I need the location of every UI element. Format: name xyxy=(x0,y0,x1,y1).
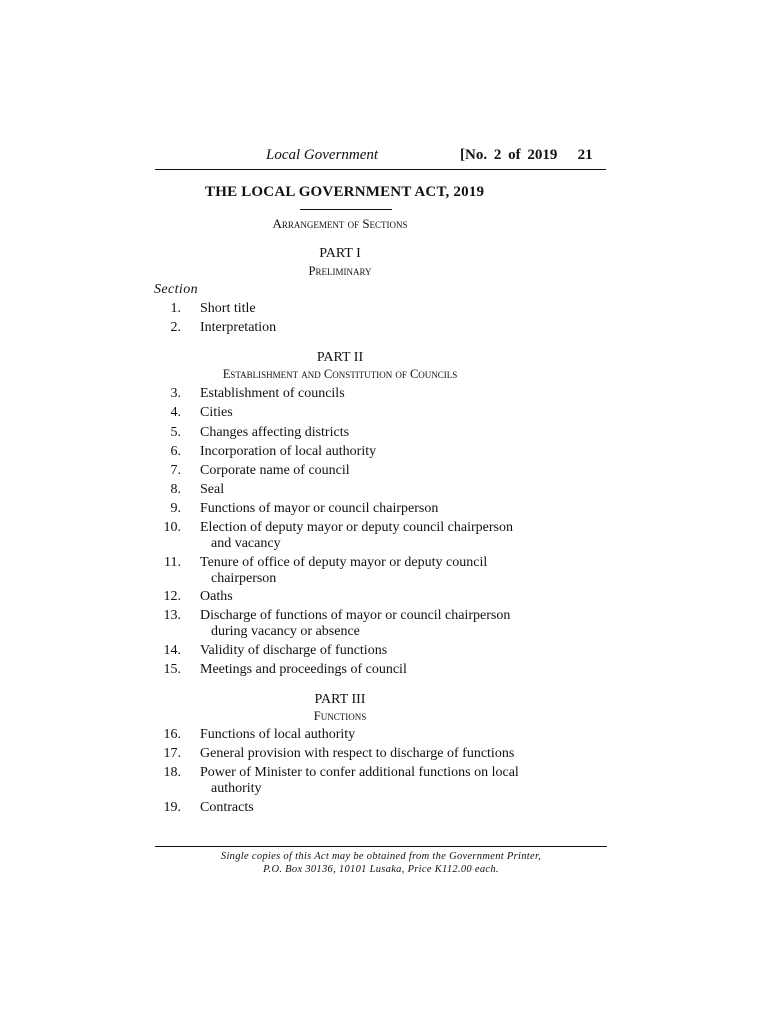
toc-item-number: 11. xyxy=(164,555,181,570)
toc-item-title: Corporate name of council xyxy=(200,463,350,478)
part-1-heading: PART I xyxy=(319,246,361,261)
toc-item-number: 7. xyxy=(170,463,181,478)
toc-item-number: 5. xyxy=(170,425,181,440)
toc-item-continuation: during vacancy or absence xyxy=(211,624,360,639)
toc-item-title: Oaths xyxy=(200,589,233,604)
running-header-act-number xyxy=(460,147,593,164)
act-number: [No. 2 of 2019 xyxy=(460,147,558,163)
footer-line-2: P.O. Box 30136, 10101 Lusaka, Price K112.00 each. xyxy=(263,864,499,875)
toc-item-title: Contracts xyxy=(200,800,254,815)
toc-item-title: Seal xyxy=(200,482,225,497)
toc-item-title: Changes affecting districts xyxy=(200,425,350,440)
toc-item-title: Short title xyxy=(200,301,256,316)
toc-item-number: 1. xyxy=(170,301,181,316)
part-3-heading: PART III xyxy=(314,692,366,707)
toc-item-number: 13. xyxy=(163,608,181,623)
title-underline xyxy=(300,209,392,210)
toc-item-number: 19. xyxy=(163,800,181,815)
toc-item-title: Functions of local authority xyxy=(200,727,356,742)
toc-item-number: 16. xyxy=(163,727,181,742)
toc-item-title: Power of Minister to confer additional functions on local xyxy=(200,765,519,780)
toc-item-number: 18. xyxy=(163,765,181,780)
part-2-subheading: Establishment and Constitution of Councils xyxy=(222,367,458,381)
toc-item-number: 6. xyxy=(170,444,181,459)
toc-item-number: 2. xyxy=(170,320,181,335)
footer-line-1: Single copies of this Act may be obtained from the Government Printer, xyxy=(220,851,542,862)
part-3-subheading: Functions xyxy=(313,709,367,723)
toc-item-number: 17. xyxy=(163,746,181,761)
part-1-subheading: Preliminary xyxy=(308,264,372,278)
toc-item-number: 8. xyxy=(170,482,181,497)
toc-item-continuation: chairperson xyxy=(211,571,277,586)
toc-item-title: Functions of mayor or council chairperson xyxy=(200,501,439,516)
toc-item-number: 4. xyxy=(170,405,181,420)
toc-item-title: Meetings and proceedings of council xyxy=(200,662,407,677)
toc-item-number: 9. xyxy=(170,501,181,516)
page-number: 21 xyxy=(577,147,593,163)
toc-item-number: 14. xyxy=(163,643,181,658)
toc-item-title: Validity of discharge of functions xyxy=(200,643,388,658)
toc-item-number: 12. xyxy=(163,589,181,604)
toc-item-title: Interpretation xyxy=(200,320,277,335)
toc-item-title: Cities xyxy=(200,405,233,420)
toc-item-title: Incorporation of local authority xyxy=(200,444,377,459)
part-2-heading: PART II xyxy=(316,350,364,365)
footer-rule xyxy=(155,846,607,847)
act-title: THE LOCAL GOVERNMENT ACT, 2019 xyxy=(205,184,485,200)
arrangement-heading: Arrangement of Sections xyxy=(272,216,408,231)
running-header-title: Local Government xyxy=(266,147,379,163)
toc-item-title: Discharge of functions of mayor or council chairperson xyxy=(200,608,511,623)
toc-item-title: Election of deputy mayor or deputy council chairperson xyxy=(200,520,513,535)
section-column-label: Section xyxy=(154,282,199,297)
toc-item-title: Establishment of councils xyxy=(200,386,345,401)
toc-item-title: General provision with respect to discharge of functions xyxy=(200,746,515,761)
toc-item-continuation: and vacancy xyxy=(211,536,281,551)
toc-item-title: Tenure of office of deputy mayor or deputy council xyxy=(200,555,488,570)
header-rule xyxy=(155,169,606,170)
toc-item-number: 15. xyxy=(163,662,181,677)
toc-item-continuation: authority xyxy=(211,781,262,796)
toc-item-number: 3. xyxy=(170,386,181,401)
toc-item-number: 10. xyxy=(163,520,181,535)
